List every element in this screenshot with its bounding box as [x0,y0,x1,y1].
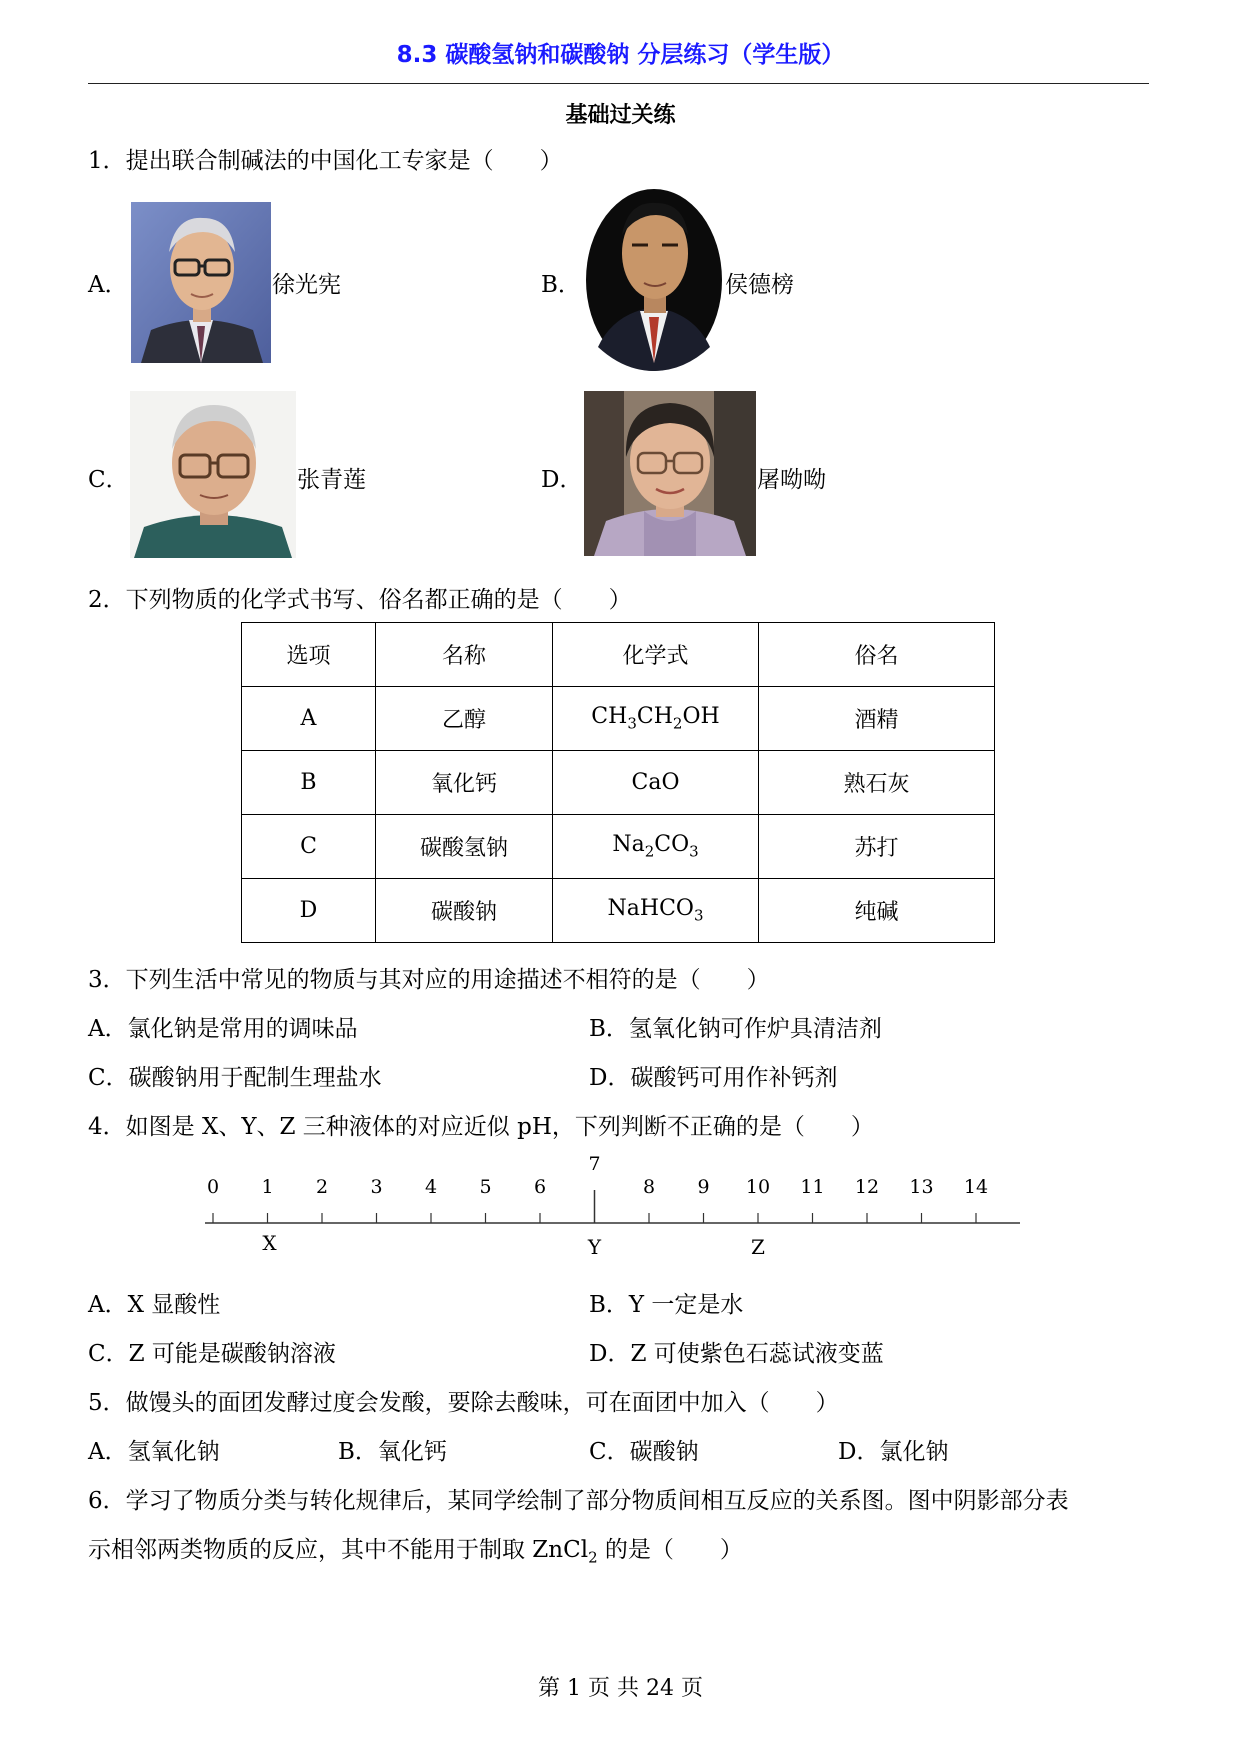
ph-tick-label: 14 [963,1176,989,1198]
table-cell-formula: $CH_3CH_2OH$ [553,687,759,751]
table-cell-name: 乙醇 [376,687,553,751]
table-header-cell: 选项 [242,623,376,687]
table-cell-name: 氧化钙 [376,751,553,815]
q4-option-c: C．Z 可能是碳酸钠溶液 [88,1341,336,1367]
table-row [242,687,995,751]
ph-tick-label: 2 [315,1176,329,1198]
q1-option-c-letter: C． [88,467,129,493]
ph-tick-label: 6 [533,1176,547,1198]
q3-option-b: B．氢氧化钠可作炉具清洁剂 [589,1016,882,1042]
ph-tick-label: 9 [697,1176,710,1198]
table-header-cell: 化学式 [553,623,759,687]
ph-tick-label: 13 [909,1176,934,1198]
ph-tick-label: 11 [800,1176,825,1198]
q1-option-c-name: 张青莲 [297,467,366,493]
table-cell-formula: $Na_2CO_3$ [553,815,759,879]
question-6-line-1: 6．学习了物质分类与转化规律后，某同学绘制了部分物质间相互反应的关系图。图中阴影部分表 [88,1488,1069,1514]
ph-tick-label: 0 [206,1176,220,1198]
portrait-b-photo [584,187,724,373]
question-4-stem: 4．如图是 X、Y、Z 三种液体的对应近似 pH，下列判断不正确的是（ ） [88,1114,874,1140]
q5-option-b: B．氧化钙 [338,1439,447,1465]
q1-option-b-name: 侯德榜 [725,272,794,298]
table-cell-formula: CaO [553,751,759,815]
ph-marker-label: Y [587,1235,602,1259]
table-cell-name: 碳酸氢钠 [376,815,553,879]
q3-option-c: C．碳酸钠用于配制生理盐水 [88,1065,382,1091]
q5-option-d: D．氯化钠 [838,1439,949,1465]
q5-option-a: A．氢氧化钠 [88,1439,220,1465]
question-6-line-2: 示相邻两类物质的反应，其中不能用于制取 ZnCl$_2$ 的是（ ） [88,1537,743,1567]
portrait-a-photo [131,202,271,363]
q4-option-d: D．Z 可使紫色石蕊试液变蓝 [589,1341,884,1367]
ph-marker-label: Z [751,1235,765,1259]
ph-tick-label: 5 [479,1176,492,1198]
table-header-row [242,623,995,687]
ph-scale-svg [195,1150,1025,1265]
q4-option-a: A．X 显酸性 [88,1292,221,1318]
portrait-c-photo [130,391,296,558]
table-cell-option: B [242,751,376,815]
table-cell-option: C [242,815,376,879]
table-header-cell: 名称 [376,623,553,687]
ph-tick-label: 10 [745,1176,771,1198]
document-title: 8.3 碳酸氢钠和碳酸钠 分层练习（学生版） [396,42,845,68]
q5-option-c: C．碳酸钠 [589,1439,699,1465]
table-row [242,879,995,943]
q4-option-b: B．Y 一定是水 [589,1292,744,1318]
table-cell-option: D [242,879,376,943]
ph-marker-label: X [262,1231,277,1255]
q1-option-d-letter: D． [541,467,583,493]
table-cell-formula: NaHCO$_3$ [553,879,759,943]
question-1-stem: 1．提出联合制碱法的中国化工专家是（ ） [88,148,563,174]
question-2-stem: 2．下列物质的化学式书写、俗名都正确的是（ ） [88,587,632,613]
question-5-stem: 5．做馒头的面团发酵过度会发酸，要除去酸味，可在面团中加入（ ） [88,1390,839,1416]
ph-scale-diagram [195,1150,1025,1265]
portrait-d-photo [584,391,756,556]
table-cell-common-name: 纯碱 [759,879,995,943]
question-3-stem: 3．下列生活中常见的物质与其对应的用途描述不相符的是（ ） [88,967,770,993]
ph-tick-label: 12 [854,1176,880,1198]
section-title: 基础过关练 [565,103,676,128]
table-cell-name: 碳酸钠 [376,879,553,943]
table-cell-option: A [242,687,376,751]
table-row [242,815,995,879]
q1-option-a-name: 徐光宪 [272,272,341,298]
table-row [242,751,995,815]
q3-option-a: A．氯化钠是常用的调味品 [88,1016,358,1042]
chemical-table [241,622,995,943]
ph-tick-label: 7 [588,1153,601,1175]
table-cell-common-name: 酒精 [759,687,995,751]
ph-tick-label: 8 [642,1176,656,1198]
q3-option-d: D．碳酸钙可用作补钙剂 [589,1065,838,1091]
q1-option-a-letter: A． [88,272,128,298]
ph-tick-label: 1 [261,1176,274,1198]
ph-tick-label: 3 [370,1176,383,1198]
ph-tick-label: 4 [424,1176,438,1198]
page-footer: 第 1 页 共 24 页 [538,1676,703,1701]
header-divider [88,83,1149,84]
table-cell-common-name: 苏打 [759,815,995,879]
q1-option-b-letter: B． [541,272,581,298]
table-header-cell: 俗名 [759,623,995,687]
q1-option-d-name: 屠呦呦 [757,467,826,493]
table-cell-common-name: 熟石灰 [759,751,995,815]
